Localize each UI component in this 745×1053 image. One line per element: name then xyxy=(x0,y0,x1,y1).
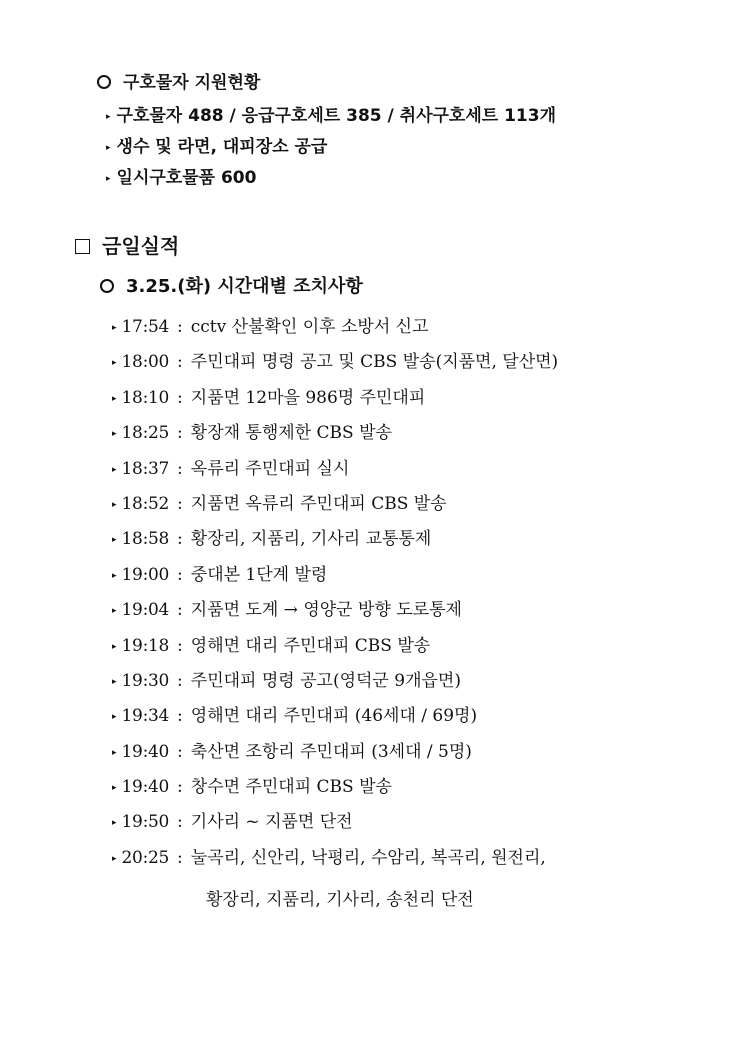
timeline-list xyxy=(112,310,558,876)
supplies-heading xyxy=(97,68,260,93)
entry-time: 19:30 xyxy=(121,670,170,691)
entry-text: 주민대피 명령 공고 및 CBS 발송(지품면, 달산면) xyxy=(190,352,559,373)
triangle-bullet-icon: ▸ xyxy=(112,676,117,687)
entry-separator: : xyxy=(177,387,183,408)
entry-time: 18:37 xyxy=(121,458,170,479)
triangle-bullet-icon: ▸ xyxy=(112,499,117,510)
list-item xyxy=(112,664,558,699)
list-item xyxy=(106,101,556,132)
triangle-bullet-icon: ▸ xyxy=(112,712,117,723)
supplies-item-text: 일시구호물품 600 xyxy=(116,168,257,188)
list-item xyxy=(112,841,558,876)
entry-time: 18:58 xyxy=(121,529,170,550)
entry-text: cctv 산불확인 이후 소방서 신고 xyxy=(190,317,429,337)
list-item xyxy=(112,487,558,522)
timeline-heading-text: 3.25.(화) 시간대별 조치사항 xyxy=(126,276,363,297)
entry-separator: : xyxy=(177,706,183,727)
entry-time: 18:10 xyxy=(121,387,170,408)
list-item xyxy=(112,770,558,805)
list-item xyxy=(112,416,558,451)
entry-text: 황장리, 지품리, 기사리 교통통제 xyxy=(190,529,432,550)
entry-separator: : xyxy=(177,670,183,691)
list-item xyxy=(112,345,558,380)
list-item xyxy=(112,558,558,593)
triangle-bullet-icon: ▸ xyxy=(112,535,117,546)
entry-time: 18:52 xyxy=(121,493,170,514)
entry-separator: : xyxy=(177,741,183,762)
entry-text: 창수면 주민대피 CBS 발송 xyxy=(190,777,392,798)
triangle-bullet-icon: ▸ xyxy=(112,641,117,652)
entry-text: 지품면 도계 → 영양군 방향 도로통제 xyxy=(190,600,462,621)
entry-time: 18:25 xyxy=(121,423,170,444)
section-heading xyxy=(75,230,179,259)
list-item xyxy=(112,593,558,628)
list-item xyxy=(112,452,558,487)
entry-text: 옥류리 주민대피 실시 xyxy=(190,458,350,479)
entry-time: 19:40 xyxy=(121,777,170,798)
entry-continuation-text: 황장리, 지품리, 기사리, 송천리 단전 xyxy=(206,890,474,910)
triangle-bullet-icon: ▸ xyxy=(106,174,111,184)
entry-text: 중대본 1단계 발령 xyxy=(190,564,328,585)
entry-text: 주민대피 명령 공고(영덕군 9개읍면) xyxy=(190,670,461,691)
entry-separator: : xyxy=(177,600,183,621)
entry-text: 지품면 12마을 986명 주민대피 xyxy=(190,387,426,408)
triangle-bullet-icon: ▸ xyxy=(106,143,111,153)
circle-bullet-icon xyxy=(97,75,111,89)
triangle-bullet-icon: ▸ xyxy=(112,818,117,829)
supplies-heading-text: 구호물자 지원현황 xyxy=(123,73,261,93)
entry-separator: : xyxy=(177,423,183,444)
triangle-bullet-icon: ▸ xyxy=(112,358,117,369)
entry-separator: : xyxy=(177,847,183,868)
list-item xyxy=(112,522,558,557)
list-item xyxy=(112,310,558,345)
supplies-item-text: 구호물자 488 / 응급구호세트 385 / 취사구호세트 113개 xyxy=(116,106,557,126)
triangle-bullet-icon: ▸ xyxy=(112,323,117,333)
triangle-bullet-icon: ▸ xyxy=(112,393,117,404)
entry-time: 20:25 xyxy=(121,847,170,868)
supplies-item-text: 생수 및 라면, 대피장소 공급 xyxy=(116,137,328,157)
entry-text: 지품면 옥류리 주민대피 CBS 발송 xyxy=(190,493,447,514)
entry-time: 18:00 xyxy=(121,352,170,373)
entry-time: 19:04 xyxy=(121,600,170,621)
list-item xyxy=(106,132,556,163)
entry-time: 19:34 xyxy=(121,706,170,727)
square-bullet-icon xyxy=(75,239,90,254)
list-item xyxy=(106,163,556,194)
list-item xyxy=(112,805,558,840)
entry-separator: : xyxy=(177,635,183,656)
supplies-list xyxy=(106,101,556,194)
triangle-bullet-icon: ▸ xyxy=(112,464,117,475)
entry-separator: : xyxy=(177,777,183,798)
entry-separator: : xyxy=(177,352,183,373)
entry-time: 19:00 xyxy=(121,564,170,585)
entry-text: 영해면 대리 주민대피 CBS 발송 xyxy=(190,635,431,656)
entry-separator: : xyxy=(177,493,183,514)
entry-separator: : xyxy=(177,317,183,337)
entry-separator: : xyxy=(177,564,183,585)
list-item xyxy=(112,735,558,770)
entry-time: 19:40 xyxy=(121,741,170,762)
entry-text: 황장재 통행제한 CBS 발송 xyxy=(190,423,392,444)
circle-bullet-icon xyxy=(100,279,114,293)
entry-text: 기사리 ~ 지품면 단전 xyxy=(190,812,353,833)
triangle-bullet-icon: ▸ xyxy=(112,747,117,758)
list-item xyxy=(112,699,558,734)
list-item xyxy=(112,629,558,664)
entry-time: 19:18 xyxy=(121,635,170,656)
triangle-bullet-icon: ▸ xyxy=(112,429,117,440)
entry-time: 17:54 xyxy=(121,317,170,337)
entry-text: 축산면 조항리 주민대피 (3세대 / 5명) xyxy=(190,741,472,762)
timeline-heading xyxy=(100,272,363,298)
list-item xyxy=(112,381,558,416)
triangle-bullet-icon: ▸ xyxy=(112,570,117,581)
triangle-bullet-icon: ▸ xyxy=(112,606,117,617)
entry-separator: : xyxy=(177,529,183,550)
section-heading-text: 금일실적 xyxy=(102,234,180,258)
entry-time: 19:50 xyxy=(121,812,170,833)
triangle-bullet-icon: ▸ xyxy=(112,783,117,794)
triangle-bullet-icon: ▸ xyxy=(112,853,117,864)
entry-separator: : xyxy=(177,812,183,833)
triangle-bullet-icon: ▸ xyxy=(106,112,111,122)
entry-text: 눌곡리, 신안리, 낙평리, 수암리, 복곡리, 원전리, xyxy=(190,847,546,868)
entry-text: 영해면 대리 주민대피 (46세대 / 69명) xyxy=(190,706,478,727)
entry-separator: : xyxy=(177,458,183,479)
